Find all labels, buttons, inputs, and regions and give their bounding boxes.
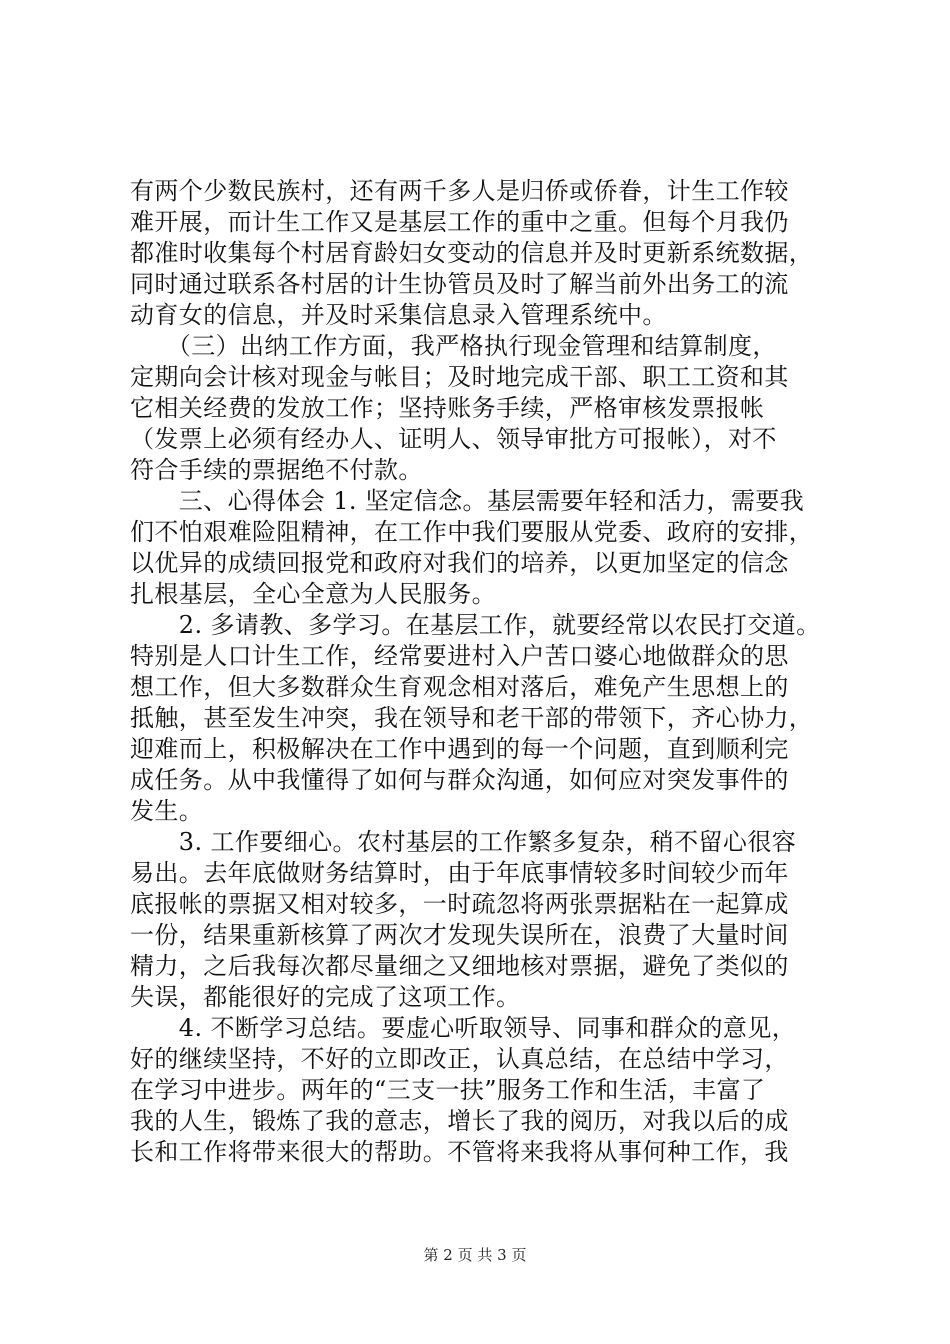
text-line: 发生。 bbox=[130, 797, 204, 825]
text-line: 底报帐的票据又相对较多，一时疏忽将两张票据粘在一起算成 bbox=[130, 890, 789, 918]
text-line: 抵触，甚至发生冲突，我在领导和老干部的带领下，齐心协力， bbox=[130, 704, 814, 732]
text-line: 想工作，但大多数群众生育观念相对落后，难免产生思想上的 bbox=[130, 673, 789, 701]
text-line: 在学习中进步。两年的“三支一扶”服务工作和生活，丰富了 bbox=[130, 1076, 766, 1104]
text-line: 好的继续坚持，不好的立即改正，认真总结，在总结中学习， bbox=[130, 1045, 789, 1073]
text-line: 定期向会计核对现金与帐目；及时地完成干部、职工工资和其 bbox=[130, 363, 789, 391]
text-line: 失误，都能很好的完成了这项工作。 bbox=[130, 983, 521, 1011]
text-line: 特别是人口计生工作，经常要进村入户苦口婆心地做群众的思 bbox=[130, 642, 789, 670]
text-line: 精力，之后我每次都尽量细之又细地核对票据，避免了类似的 bbox=[130, 952, 789, 980]
text-line: 3. 工作要细心。农村基层的工作繁多复杂，稍不留心很容 bbox=[130, 828, 797, 856]
text-line: 我的人生，锻炼了我的意志，增长了我的阅历，对我以后的成 bbox=[130, 1107, 789, 1135]
document-body bbox=[130, 176, 830, 1168]
page-number-footer: 第 2 页 共 3 页 bbox=[423, 1246, 527, 1264]
text-line: 成任务。从中我懂得了如何与群众沟通，如何应对突发事件的 bbox=[130, 766, 789, 794]
text-line: 同时通过联系各村居的计生协管员及时了解当前外出务工的流 bbox=[130, 270, 789, 298]
text-line: 以优异的成绩回报党和政府对我们的培养，以更加坚定的信念 bbox=[130, 549, 789, 577]
text-line: 有两个少数民族村，还有两千多人是归侨或侨眷，计生工作较 bbox=[130, 177, 789, 205]
text-line: 一份，结果重新核算了两次才发现失误所在，浪费了大量时间 bbox=[130, 921, 789, 949]
text-line: 都准时收集每个村居育龄妇女变动的信息并及时更新系统数据， bbox=[130, 239, 814, 267]
text-line: 们不怕艰难险阻精神，在工作中我们要服从党委、政府的安排， bbox=[130, 518, 814, 546]
text-line: 迎难而上，积极解决在工作中遇到的每一个问题，直到顺利完 bbox=[130, 735, 789, 763]
text-line: 长和工作将带来很大的帮助。不管将来我将从事何种工作，我 bbox=[130, 1138, 789, 1166]
text-line: 三、心得体会 1. 坚定信念。基层需要年轻和活力，需要我 bbox=[130, 487, 805, 515]
text-line: （发票上必须有经办人、证明人、领导审批方可报帐），对不 bbox=[130, 425, 777, 453]
text-line: 难开展，而计生工作又是基层工作的重中之重。但每个月我仍 bbox=[130, 208, 789, 236]
text-line: 它相关经费的发放工作；坚持账务手续，严格审核发票报帐 bbox=[130, 394, 765, 422]
text-line: 符合手续的票据绝不付款。 bbox=[130, 456, 423, 484]
text-line: 易出。去年底做财务结算时，由于年底事情较多时间较少而年 bbox=[130, 859, 789, 887]
text-line: 2. 多请教、多学习。在基层工作，就要经常以农民打交道。 bbox=[130, 611, 821, 639]
text-line: 4. 不断学习总结。要虚心听取领导、同事和群众的意见， bbox=[130, 1014, 797, 1042]
text-line: （三）出纳工作方面，我严格执行现金管理和结算制度， bbox=[130, 332, 777, 360]
text-line: 扎根基层，全心全意为人民服务。 bbox=[130, 580, 496, 608]
text-line: 动育女的信息，并及时采集信息录入管理系统中。 bbox=[130, 301, 667, 329]
